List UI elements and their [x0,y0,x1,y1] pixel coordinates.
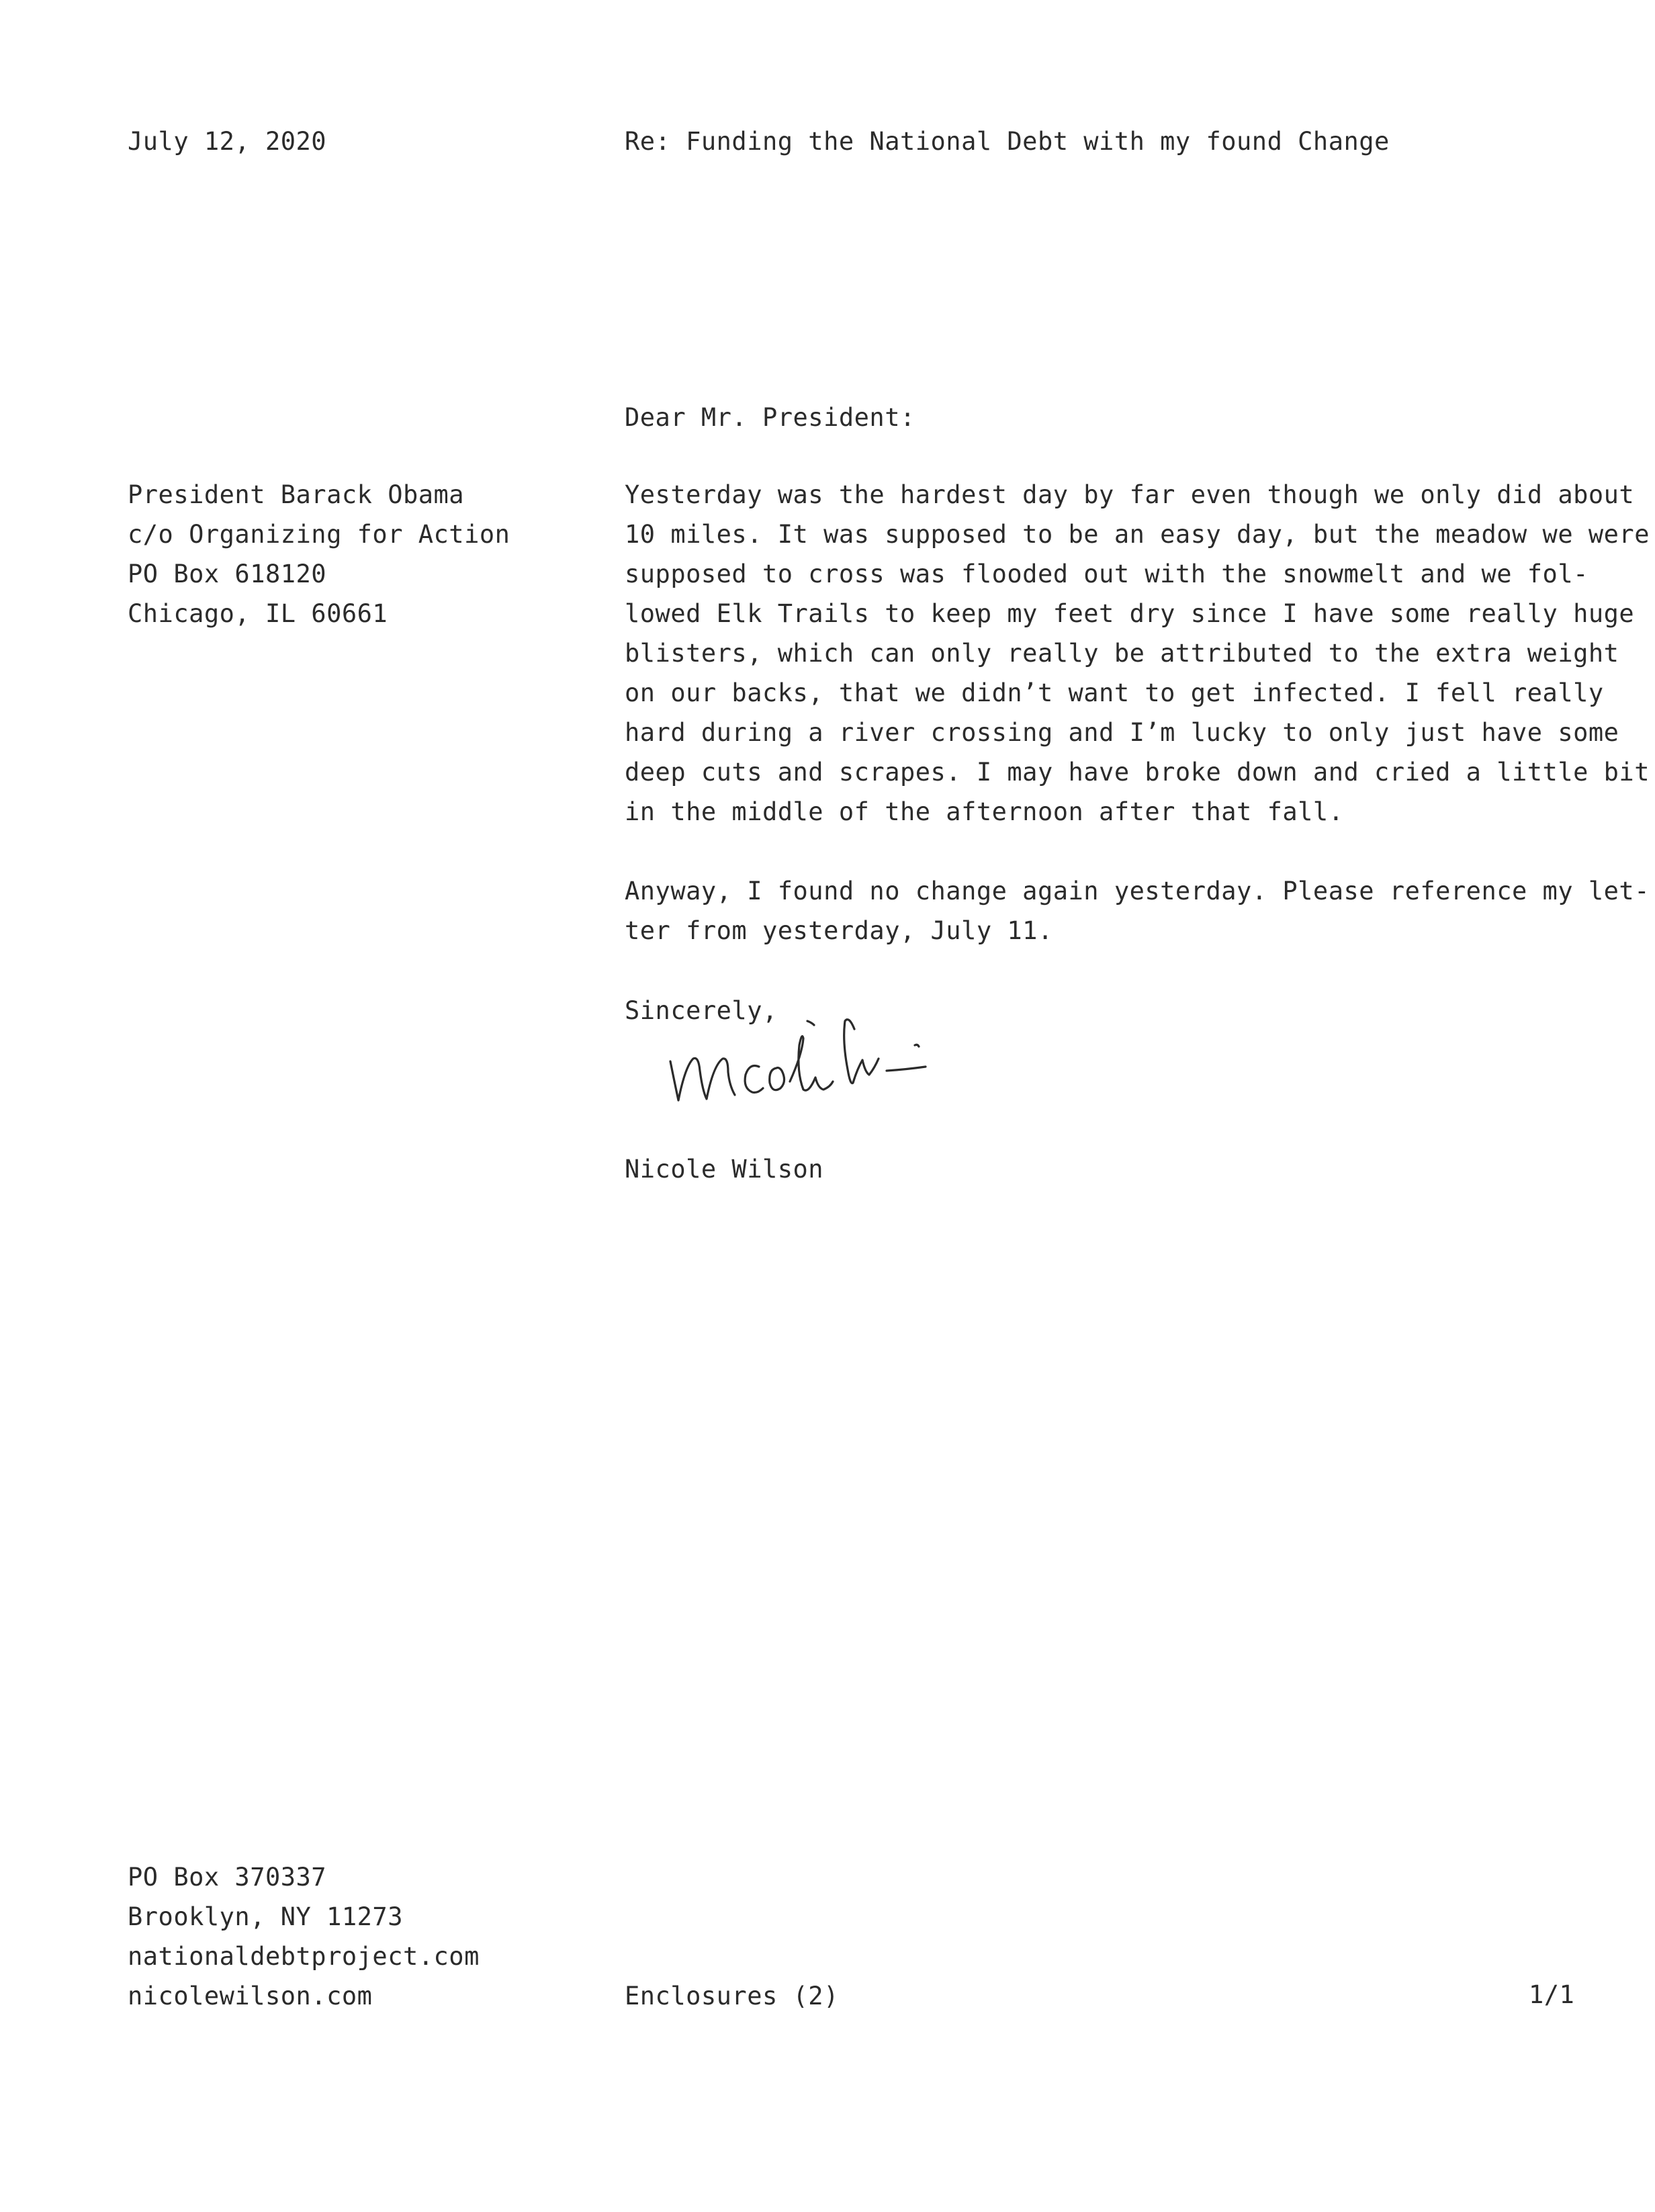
body-line: on our backs, that we didn’t want to get infected. I fell really [625,678,1604,707]
sender-address [128,1857,480,2016]
body-line: hard during a river crossing and I’m lucky to only just have some [625,718,1619,747]
sender-line: PO Box 370337 [128,1863,327,1892]
body-paragraph-1 [625,475,1650,832]
letter-subject: Re: Funding the National Debt with my found Change [625,127,1390,156]
recipient-line: PO Box 618120 [128,560,327,588]
body-line: 10 miles. It was supposed to be an easy day, but the meadow we were [625,520,1650,549]
sender-line: nicolewilson.com [128,1982,373,2010]
salutation: Dear Mr. President: [625,403,915,432]
body-line: Anyway, I found no change again yesterday. Please reference my let- [625,877,1650,905]
body-line: supposed to cross was flooded out with the snowmelt and we fol- [625,560,1589,588]
body-line: in the middle of the afternoon after that fall. [625,797,1344,826]
body-line: deep cuts and scrapes. I may have broke down and cried a little bit [625,758,1650,787]
body-line: lowed Elk Trails to keep my feet dry since I have some really huge [625,599,1635,628]
handwritten-signature-icon [658,994,981,1115]
recipient-line: c/o Organizing for Action [128,520,510,549]
recipient-line: Chicago, IL 60661 [128,599,388,628]
body-paragraph-2 [625,871,1650,950]
recipient-address [128,475,510,633]
sender-line: nationaldebtproject.com [128,1942,480,1971]
body-line: blisters, which can only really be attributed to the extra weight [625,639,1619,668]
enclosures-note: Enclosures (2) [625,1982,839,2010]
body-line: ter from yesterday, July 11. [625,916,1053,945]
closing: Sincerely, [625,996,778,1025]
body-line: Yesterday was the hardest day by far even though we only did about [625,480,1635,509]
letter-date: July 12, 2020 [128,127,327,156]
recipient-line: President Barack Obama [128,480,465,509]
signer-name: Nicole Wilson [625,1155,824,1184]
sender-line: Brooklyn, NY 11273 [128,1902,403,1931]
page-number: 1/1 [1529,1980,1575,2009]
